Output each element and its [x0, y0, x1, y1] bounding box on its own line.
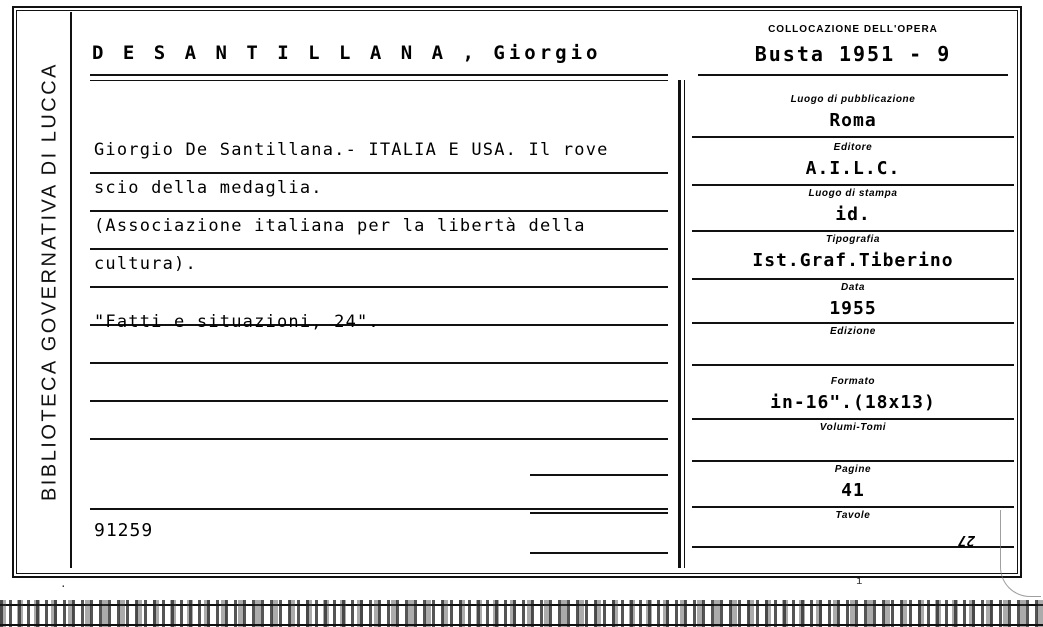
field-label-volumi-tomi: Volumi-Tomi [819, 422, 887, 433]
author-heading: D E S A N T I L L A N A , Giorgio [92, 42, 602, 64]
author-rule [90, 74, 668, 76]
library-band [20, 12, 72, 568]
catalog-number: 91259 [94, 520, 154, 541]
field-rule-4 [692, 278, 1014, 280]
field-rule-9 [692, 506, 1014, 508]
page-curl [1000, 510, 1041, 597]
description-stub-rule-2 [530, 512, 668, 514]
description-line-6: "Fatti e situazioni, 24". [94, 312, 380, 332]
column-separator-secondary [684, 80, 685, 568]
tick-mark-right: ı [856, 574, 863, 587]
field-label-editore: Editore [833, 142, 873, 153]
field-rule-7 [692, 418, 1014, 420]
field-label-luogo-pubblicazione: Luogo di pubblicazione [790, 94, 916, 105]
field-rule-6 [692, 364, 1014, 366]
description-rule-9 [90, 508, 668, 510]
description-line-4: cultura). [94, 254, 197, 274]
field-label-formato: Formato [830, 376, 876, 387]
field-rule-2 [692, 184, 1014, 186]
field-label-pagine: Pagine [834, 464, 872, 475]
description-line-2: scio della medaglia. [94, 178, 323, 198]
description-rule-7 [90, 400, 668, 402]
description-line-3: (Associazione italiana per la libertà della [94, 216, 586, 236]
column-separator [678, 80, 681, 568]
field-value-luogo-pubblicazione: Roma [829, 110, 877, 131]
scan-noise-strip [0, 600, 1043, 627]
description-rule-2 [90, 210, 668, 212]
field-label-data: Data [840, 282, 866, 293]
description-stub-rule-3 [530, 552, 668, 554]
collocation-value: Busta 1951 - 9 [754, 42, 952, 66]
field-value-tipografia: Ist.Graf.Tiberino [752, 250, 954, 271]
field-value-editore: A.I.L.C. [805, 158, 901, 179]
description-rule-8 [90, 438, 668, 440]
description-stub-rule-1 [530, 474, 668, 476]
library-name: BIBLIOTECA GOVERNATIVA DI LUCCA [38, 61, 61, 502]
description-rule-4 [90, 286, 668, 288]
description-rule-3 [90, 248, 668, 250]
author-rule-secondary [90, 80, 668, 81]
field-value-formato: in-16".(18x13) [770, 392, 936, 413]
field-label-tavole: Tavole [835, 510, 871, 521]
collocation-rule [698, 74, 1008, 76]
corner-mark: 27 [958, 532, 975, 548]
field-rule-8 [692, 460, 1014, 462]
field-label-luogo-stampa: Luogo di stampa [808, 188, 898, 199]
field-value-data: 1955 [829, 298, 877, 319]
description-line-1: Giorgio De Santillana.- ITALIA E USA. Il rove [94, 140, 609, 160]
collocation-label: COLLOCAZIONE DELL'OPERA [768, 24, 938, 35]
field-label-edizione: Edizione [830, 326, 876, 337]
field-rule-3 [692, 230, 1014, 232]
card-body [78, 12, 1018, 568]
scan-edge-bottom-rule [0, 624, 1043, 626]
description-rule-1 [90, 172, 668, 174]
field-value-luogo-stampa: id. [835, 204, 871, 225]
tick-mark-left: · [60, 580, 67, 593]
field-value-pagine: 41 [841, 480, 865, 501]
field-rule-1 [692, 136, 1014, 138]
field-rule-5 [692, 322, 1014, 324]
description-rule-6 [90, 362, 668, 364]
field-label-tipografia: Tipografia [825, 234, 881, 245]
